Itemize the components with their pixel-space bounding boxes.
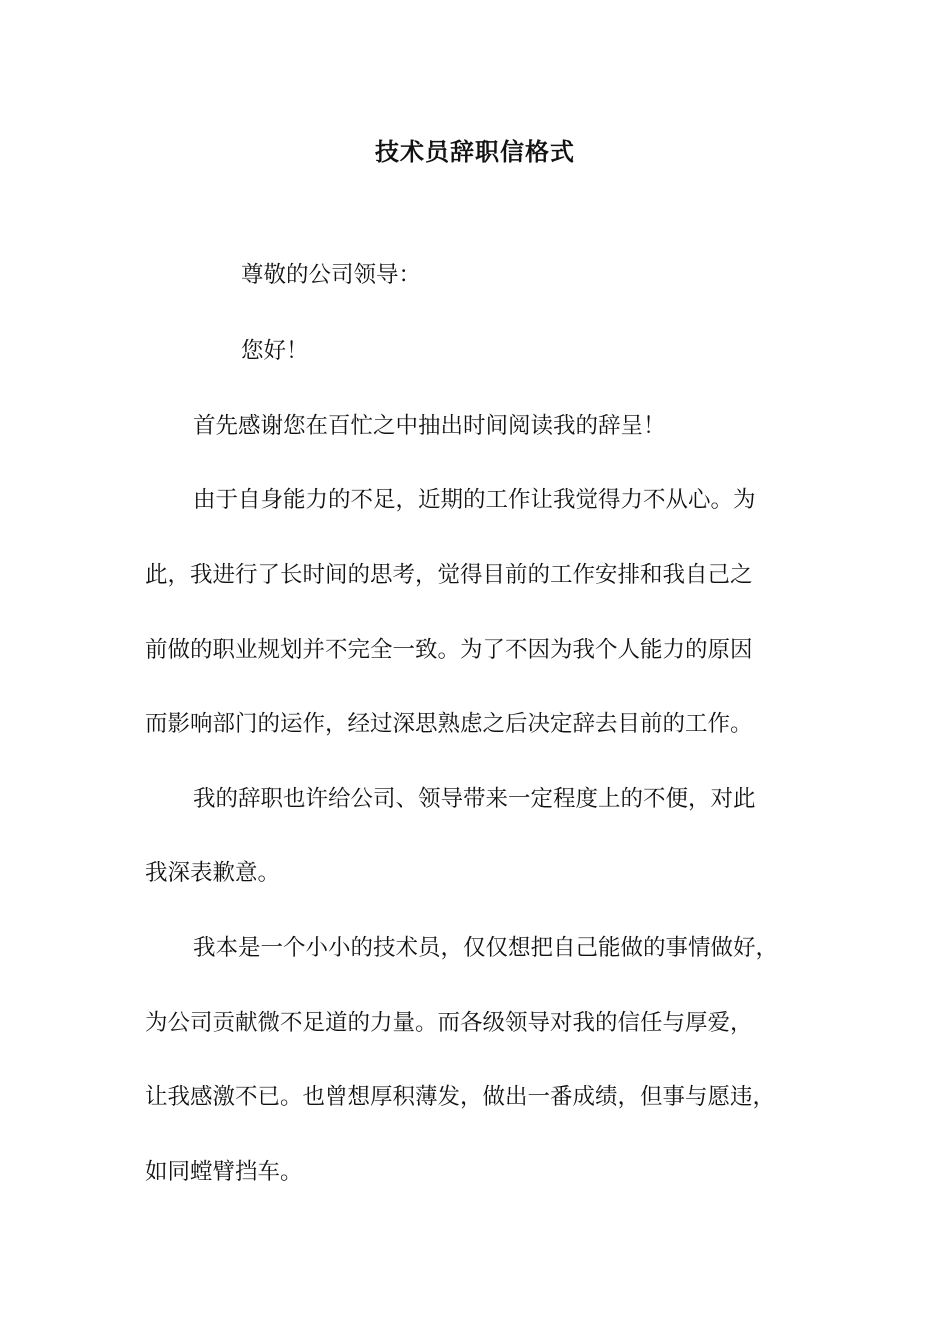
paragraph-line: 而影响部门的运作，经过深思熟虑之后决定辞去目前的工作。 (145, 711, 753, 737)
greeting: 您好！ (241, 338, 309, 364)
paragraph-line: 让我感激不已。也曾想厚积薄发，做出一番成绩，但事与愿违， (145, 1084, 776, 1110)
paragraph-line: 由于自身能力的不足，近期的工作让我觉得力不从心。为 (193, 487, 756, 513)
paragraph-line: 为公司贡献微不足道的力量。而各级领导对我的信任与厚爱， (145, 1010, 753, 1036)
paragraph-line: 我本是一个小小的技术员，仅仅想把自己能做的事情做好， (193, 935, 779, 961)
paragraph-line: 此，我进行了长时间的思考，觉得目前的工作安排和我自己之 (145, 562, 753, 588)
paragraph-line: 首先感谢您在百忙之中抽出时间阅读我的辞呈！ (193, 413, 666, 439)
paragraph-line: 如同螳臂挡车。 (145, 1159, 303, 1185)
paragraph-line: 我的辞职也许给公司、领导带来一定程度上的不便，对此 (193, 786, 756, 812)
paragraph-line: 我深表歉意。 (145, 860, 281, 886)
paragraph-line: 前做的职业规划并不完全一致。为了不因为我个人能力的原因 (145, 637, 753, 663)
salutation: 尊敬的公司领导： (241, 262, 422, 288)
document-title: 技术员辞职信格式 (375, 137, 575, 166)
